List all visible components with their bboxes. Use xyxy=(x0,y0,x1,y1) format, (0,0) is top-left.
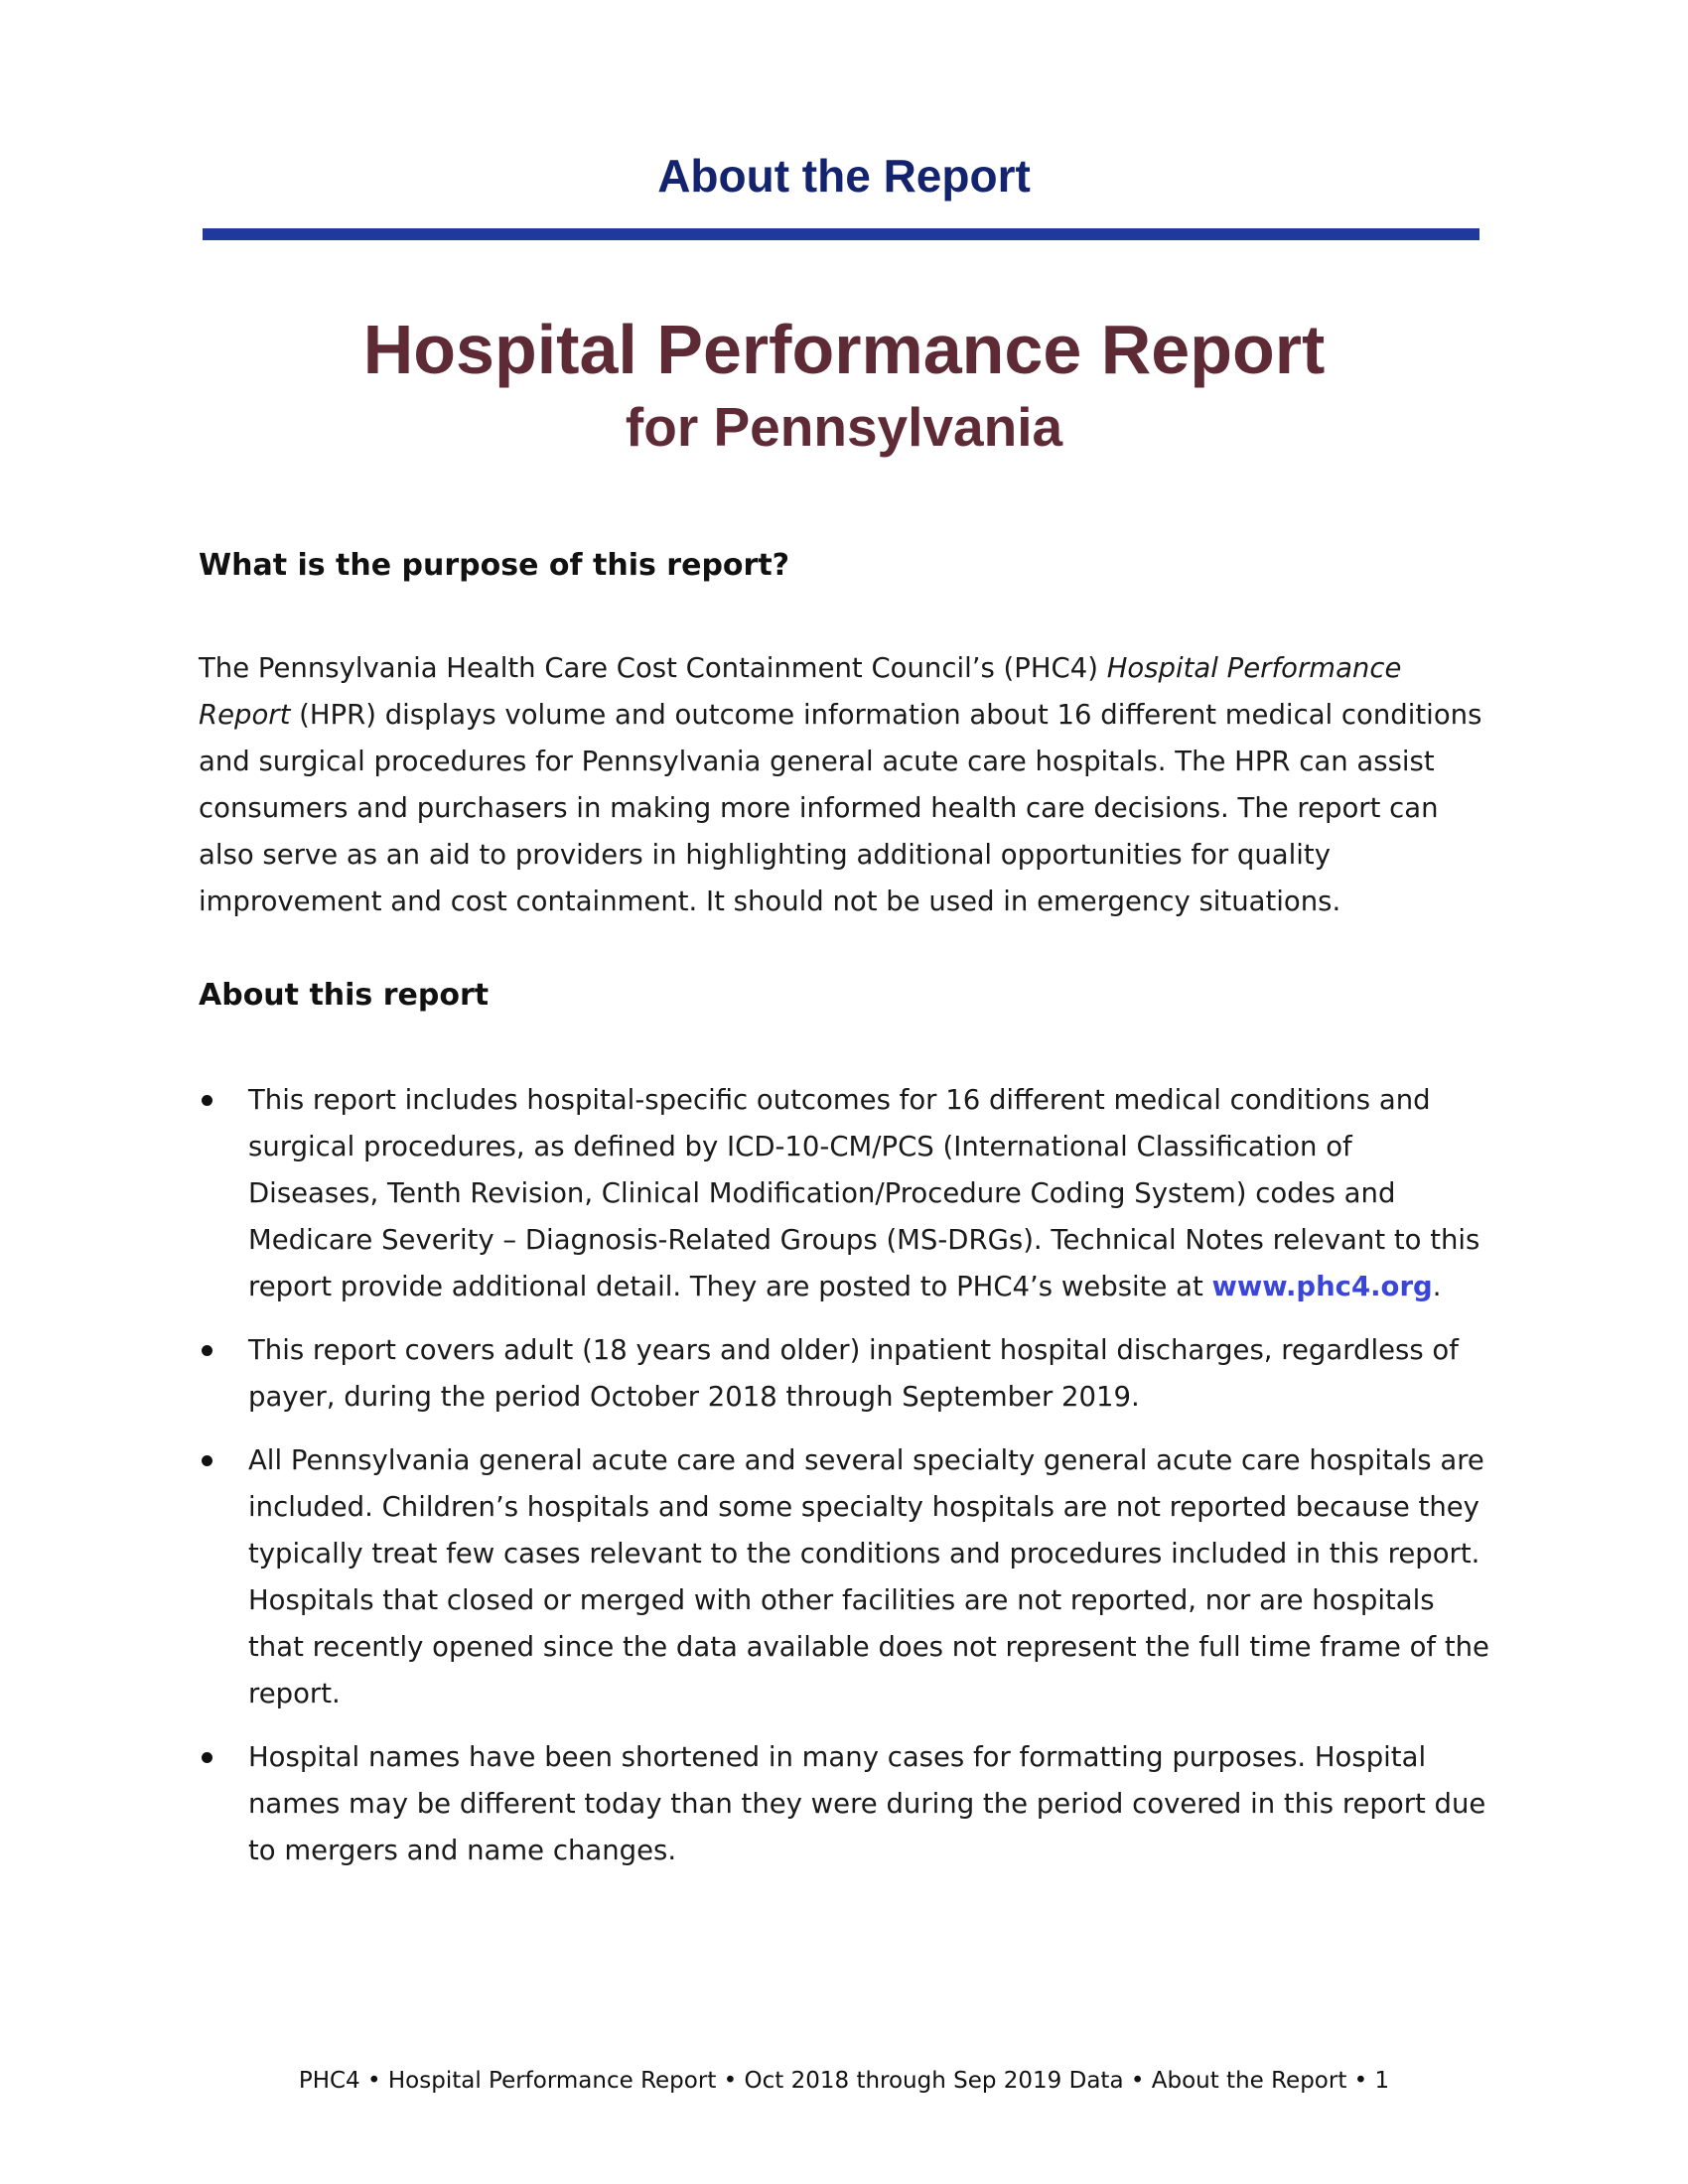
bullet-item-names xyxy=(199,1734,1489,1874)
bullet-text: Hospital names have been shortened in many cases for formatting purposes. Hospital names may be different today than they were during the period covered in this report due to mergers and name changes. xyxy=(248,1741,1486,1866)
about-heading: About this report xyxy=(199,978,490,1013)
about-bullet-list xyxy=(199,1077,1489,1891)
bullet-item-scope xyxy=(199,1077,1489,1310)
bullet-icon xyxy=(202,1752,212,1763)
bullet-text-end: . xyxy=(1432,1271,1442,1302)
bullet-text: All Pennsylvania general acute care and several specialty general acute care hospitals are included. Children’s hospitals and some specialty hospitals are not reported because they typically treat few cases relevant to the conditions and procedures included in this report. Hospitals that closed or merged with other facilities are not reported, nor are hospitals that recently opened since the data available does not represent the full time frame of the report. xyxy=(248,1444,1489,1709)
phc4-website-link[interactable]: www.phc4.org xyxy=(1211,1271,1433,1302)
purpose-paragraph xyxy=(199,645,1489,925)
section-header: About the Report xyxy=(657,150,1031,202)
bullet-item-period xyxy=(199,1327,1489,1421)
bullet-text: This report covers adult (18 years and older) inpatient hospital discharges, regardless of payer, during the period October 2018 through September 2019. xyxy=(248,1334,1459,1413)
bullet-icon xyxy=(202,1455,212,1466)
report-title: Hospital Performance Report xyxy=(362,311,1326,388)
header-divider-rule xyxy=(203,228,1479,240)
page-footer: PHC4 • Hospital Performance Report • Oct 2018 through Sep 2019 Data • About the Report • 1 xyxy=(298,2068,1390,2094)
purpose-report-name: Hospital Performance Report xyxy=(199,652,1402,731)
bullet-item-hospitals xyxy=(199,1437,1489,1717)
purpose-text-rest: (HPR) displays volume and outcome information about 16 different medical conditions and surgical procedures for Pennsylvania general acute care hospitals. The HPR can assist consumers and purchasers in making more informed health care decisions. The report can also serve as an aid to providers in highlighting additional opportunities for quality improvement and cost containment. It should not be used in emergency situations. xyxy=(199,699,1482,917)
bullet-icon xyxy=(202,1095,212,1106)
bullet-text: This report includes hospital-specific outcomes for 16 different medical conditions and surgical procedures, as defined by ICD-10-CM/PCS (International Classification of Diseases, Tenth Revision, Clinical Modification/Procedure Coding System) codes and Medicare Severity – Diagnosis-Related Groups (MS-DRGs). Technical Notes relevant to this report provide additional detail. They are posted to PHC4’s website at xyxy=(248,1084,1480,1302)
purpose-text-start: The Pennsylvania Health Care Cost Containment Council’s (PHC4) xyxy=(199,652,1107,684)
purpose-heading: What is the purpose of this report? xyxy=(199,548,790,583)
report-subtitle: for Pennsylvania xyxy=(625,396,1063,458)
bullet-icon xyxy=(202,1345,212,1356)
